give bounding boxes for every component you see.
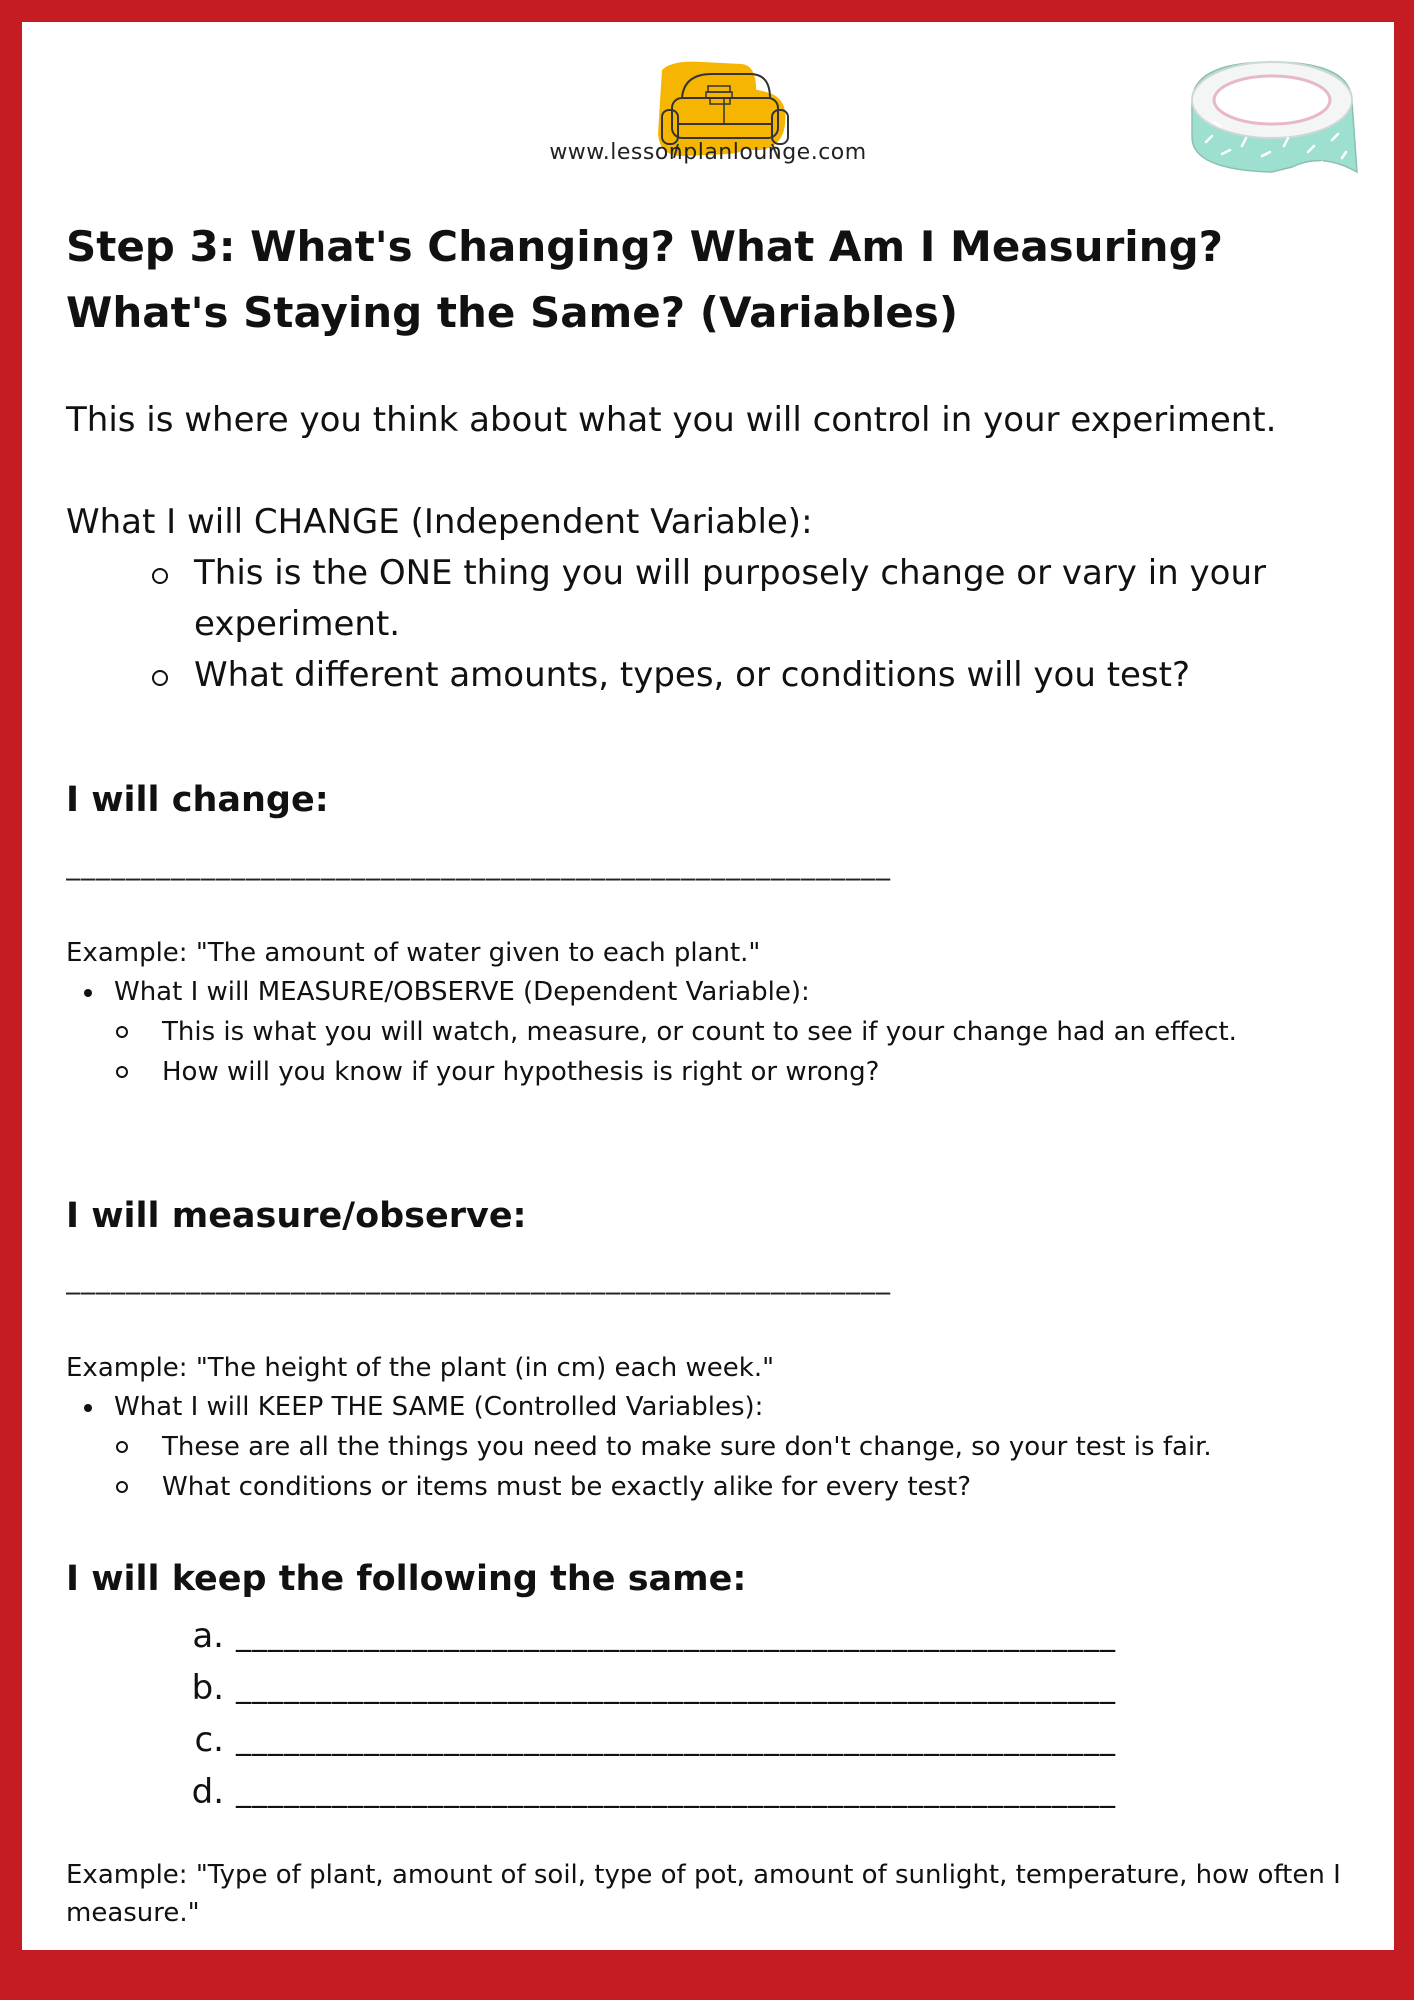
list-item [66, 972, 1366, 1092]
intro-text: This is where you think about what you will control in your experiment. [66, 400, 1277, 440]
answer-line-b[interactable]: b. _______________________________________________________ [191, 1668, 1116, 1708]
answer-line-a[interactable]: a. _______________________________________________________ [192, 1616, 1116, 1656]
keep-same-example: Example: "Type of plant, amount of soil, type of pot, amount of sunlight, temperature, how often I measure." [66, 1860, 1341, 1928]
controlled-answer-lines [176, 1610, 1356, 1818]
controlled-list [66, 1387, 1366, 1507]
list-item: What different amounts, types, or conditions will you test? [152, 650, 1322, 701]
list-item: This is what you will watch, measure, or count to see if your change had an effect. [114, 1012, 1366, 1052]
dependent-list [66, 972, 1366, 1092]
measure-label: I will measure/observe: [66, 1196, 527, 1236]
change-example: Example: "The amount of water given to each plant." [66, 938, 761, 968]
controlled-lead: What I will KEEP THE SAME (Controlled Variables): [114, 1392, 764, 1422]
answer-line-c[interactable]: c. _______________________________________________________ [194, 1720, 1116, 1760]
site-url: www.lessonplanlounge.com [549, 140, 867, 165]
list-item: What conditions or items must be exactly alike for every test? [114, 1467, 1366, 1507]
page-title: Step 3: What's Changing? What Am I Measuring? What's Staying the Same? (Variables) [66, 222, 1224, 337]
washi-tape-roll-icon [1172, 42, 1372, 192]
list-item [66, 1387, 1366, 1507]
worksheet-page [22, 22, 1394, 1950]
change-label: I will change: [66, 780, 329, 820]
independent-lead: What I will CHANGE (Independent Variable): [66, 502, 813, 542]
keep-same-label: I will keep the following the same: [66, 1559, 747, 1599]
measure-example: Example: "The height of the plant (in cm) each week." [66, 1353, 775, 1383]
independent-points [152, 548, 1322, 701]
list-item: This is the ONE thing you will purposely change or vary in your experiment. [152, 548, 1322, 650]
answer-line-d[interactable]: d. _______________________________________________________ [191, 1772, 1116, 1812]
change-answer-line[interactable]: _______________________________________________________ [66, 848, 891, 881]
list-item: How will you know if your hypothesis is right or wrong? [114, 1052, 1366, 1092]
measure-answer-line[interactable]: _______________________________________________________ [66, 1262, 891, 1295]
list-item: These are all the things you need to make sure don't change, so your test is fair. [114, 1427, 1366, 1467]
dependent-lead: What I will MEASURE/OBSERVE (Dependent Variable): [114, 977, 810, 1007]
